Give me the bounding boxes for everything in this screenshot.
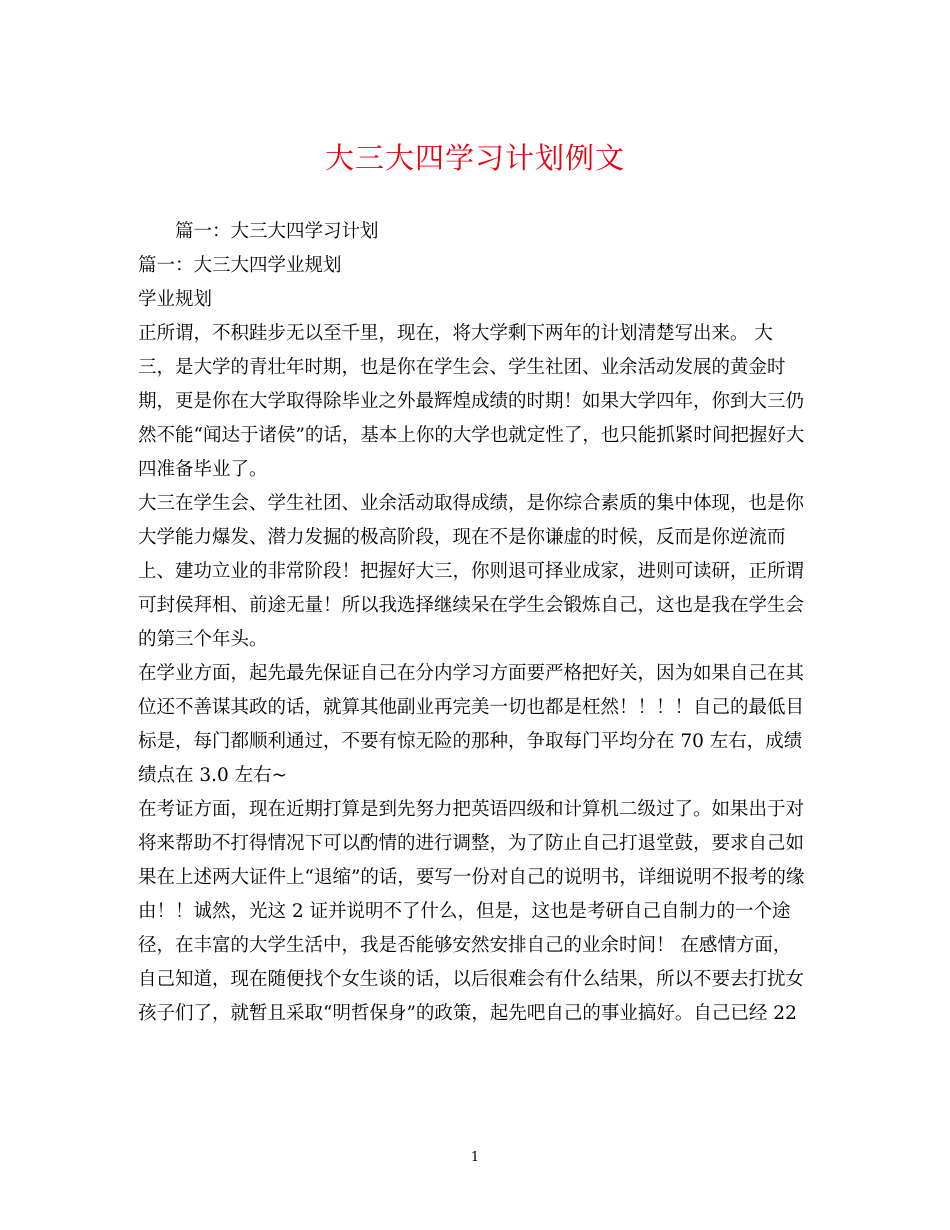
body-line: 标是，每门都顺利通过，不要有惊无险的那种，争取每门平均分在 70 左右，成绩 <box>138 731 803 752</box>
body-line: 三，是大学的青壮年时期，也是你在学生会、学生社团、业余活动发展的黄金时 <box>138 357 786 378</box>
body-line: 然不能“闻达于诸侯”的话，基本上你的大学也就定性了，也只能抓紧时间把握好大 <box>138 425 805 446</box>
body-line: 大三在学生会、学生社团、业余活动取得成绩，是你综合素质的集中体现，也是你 <box>138 493 805 514</box>
body-line: 将来帮助不打得情况下可以酌情的进行调整，为了防止自己打退堂鼓，要求自己如 <box>138 833 805 854</box>
body-line: 四准备毕业了。 <box>138 459 268 480</box>
body-line: 自己知道，现在随便找个女生谈的话，以后很难会有什么结果，所以不要去打扰女 <box>138 969 805 990</box>
document-title: 大三大四学习计划例文 <box>324 141 625 175</box>
body-line: 上、建功立业的非常阶段！把握好大三，你则退可择业成家，进则可读研，正所谓 <box>138 561 805 582</box>
section-heading: 篇一：大三大四学习计划 <box>175 221 379 242</box>
body-line: 期，更是你在大学取得除毕业之外最辉煌成绩的时期！如果大学四年，你到大三仍 <box>138 391 805 412</box>
body-line: 大学能力爆发、潜力发掘的极高阶段，现在不是你谦虚的时候，反而是你逆流而 <box>138 527 786 548</box>
body-line: 位还不善谋其政的话，就算其他副业再完美一切也都是枉然！！！！自己的最低目 <box>138 697 805 718</box>
body-line: 在考证方面，现在近期打算是到先努力把英语四级和计算机二级过了。如果出于对 <box>138 799 805 820</box>
body-line: 孩子们了，就暂且采取“明哲保身”的政策，起先吧自己的事业搞好。自己已经 22 <box>138 1003 797 1024</box>
body-line: 果在上述两大证件上“退缩”的话，要写一份对自己的说明书，详细说明不报考的缘 <box>138 867 805 888</box>
body-line: 在学业方面，起先最先保证自己在分内学习方面要严格把好关，因为如果自己在其 <box>138 663 805 684</box>
body-line: 可封侯拜相、前途无量！所以我选择继续呆在学生会锻炼自己，这也是我在学生会 <box>138 595 805 616</box>
body-line: 篇一：大三大四学业规划 <box>138 255 342 276</box>
body-line: 径，在丰富的大学生活中，我是否能够安然安排自己的业余时间！ 在感情方面， <box>138 935 792 956</box>
body-line: 学业规划 <box>138 289 213 310</box>
body-line: 的第三个年头。 <box>138 629 268 650</box>
body-line: 由！！诚然，光这 2 证并说明不了什么，但是，这也是考研自己自制力的一个途 <box>138 901 791 922</box>
body-line: 绩点在 3.0 左右~ <box>138 765 288 786</box>
page-number: 1 <box>470 1150 480 1165</box>
body-line: 正所谓，不积跬步无以至千里，现在，将大学剩下两年的计划清楚写出来。 大 <box>138 323 773 344</box>
document-body <box>138 215 818 1031</box>
